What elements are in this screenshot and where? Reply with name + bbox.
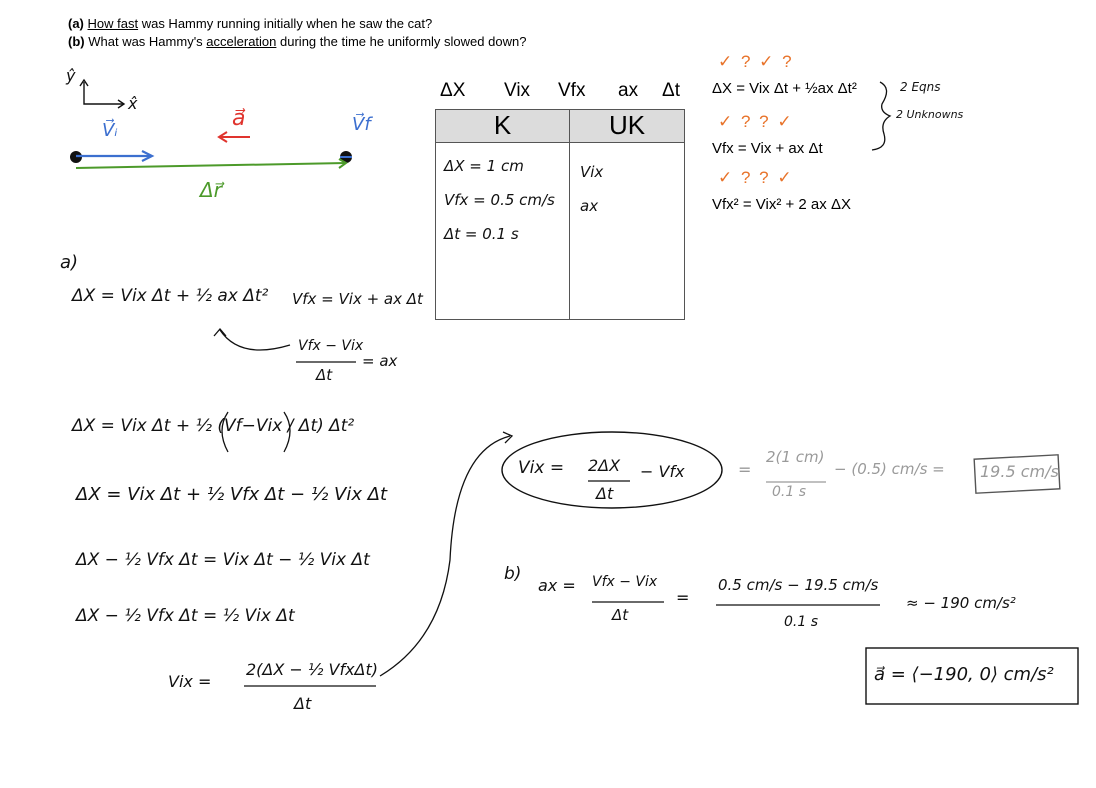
known-column [436, 142, 570, 320]
calc-rest: − (0.5) cm/s = [834, 460, 945, 478]
question-b-text-pre: What was Hammy's [88, 34, 207, 49]
part-a-label: a) [60, 252, 79, 273]
boxed-rhs: − Vfx [640, 462, 685, 481]
a-line5: ΔX − ½ Vfx Δt = ½ Vix Δt [76, 606, 295, 626]
header-vix: Vix [504, 80, 531, 101]
a-line1b: Vfx = Vix + ax Δt [292, 290, 423, 308]
kinematic-eq1: ΔX = Vix Δt + ½ax Δt² [712, 80, 857, 97]
calc-num: 2(1 cm) [766, 448, 825, 466]
a-line2: ΔX = Vix Δt + ½ (Vf−Vix / Δt) Δt² [72, 416, 355, 436]
link-arrow [380, 436, 510, 676]
header-dx: ΔX [440, 80, 466, 101]
question-a-label: (a) [68, 16, 84, 31]
vf-label: V⃗f [352, 114, 371, 135]
unknown-item: ax [580, 196, 599, 215]
header-vfx: Vfx [558, 80, 586, 101]
a-final-lhs: Vix = [168, 672, 212, 691]
b-eq: = [676, 588, 690, 607]
question-a-underlined: How fast [87, 16, 139, 31]
header-dt: Δt [662, 80, 680, 101]
answer-b: a⃗ = ⟨−190, 0⟩ cm/s² [874, 664, 1054, 685]
known-item: Δt = 0.1 s [444, 224, 519, 243]
accel-label: a⃗ [232, 106, 246, 131]
known-unknown-table [435, 78, 685, 320]
part-b-label: b) [504, 564, 522, 584]
checks-eq3: ✓ ? ? ✓ [718, 168, 794, 187]
a-line1: ΔX = Vix Δt + ½ ax Δt² [72, 286, 269, 306]
known-item: ΔX = 1 cm [444, 156, 524, 175]
dr-label: Δr⃗ [200, 178, 222, 202]
vi-label: V⃗ᵢ [102, 120, 118, 141]
checks-eq1: ✓ ? ✓ ? [718, 52, 794, 71]
x-axis-label: x̂ [128, 94, 138, 113]
calc-eq: = [738, 460, 752, 479]
note-eqns: 2 Eqns [900, 80, 941, 94]
a-line3: ΔX = Vix Δt + ½ Vfx Δt − ½ Vix Δt [76, 484, 388, 505]
boxed-num: 2ΔX [588, 456, 621, 475]
checks-eq2: ✓ ? ? ✓ [718, 112, 794, 131]
question-b-text-post: during the time he uniformly slowed down? [276, 34, 527, 49]
sub-arrow [220, 330, 290, 350]
b-lhs: ax = [538, 576, 576, 595]
unknown-column [570, 142, 685, 320]
question-a-text: was Hammy running initially when he saw the cat? [138, 16, 433, 31]
boxed-lhs: Vix = [518, 458, 565, 478]
displacement-line [76, 163, 346, 168]
known-item: Vfx = 0.5 cm/s [444, 190, 555, 209]
b-num2: 0.5 cm/s − 19.5 cm/s [718, 576, 879, 594]
b-num: Vfx − Vix [592, 574, 658, 590]
a-sub-den: Δt [316, 366, 333, 384]
kinematic-eq2: Vfx = Vix + ax Δt [712, 140, 823, 157]
b-result: ≈ − 190 cm/s² [906, 594, 1016, 612]
a-final-den: Δt [294, 694, 312, 713]
a-sub-eq: = ax [362, 352, 398, 370]
note-unknowns: 2 Unknowns [896, 108, 964, 121]
known-header: K [436, 109, 570, 142]
a-sub-num: Vfx − Vix [298, 338, 364, 354]
question-b-label: (b) [68, 34, 85, 49]
y-axis-label: ŷ [66, 66, 76, 85]
calc-den: 0.1 s [772, 484, 807, 500]
header-ax: ax [618, 80, 639, 101]
equations-brace [872, 82, 890, 150]
boxed-den: Δt [596, 484, 614, 503]
b-den: Δt [612, 606, 629, 624]
b-den2: 0.1 s [784, 614, 819, 630]
unknown-header: UK [570, 109, 685, 142]
a-line4: ΔX − ½ Vfx Δt = Vix Δt − ½ Vix Δt [76, 550, 370, 570]
answer-a: 19.5 cm/s [980, 462, 1059, 481]
unknown-item: Vix [580, 162, 604, 181]
kinematic-eq3: Vfx² = Vix² + 2 ax ΔX [712, 196, 851, 213]
question-b-underlined: acceleration [206, 34, 277, 49]
a-final-num: 2(ΔX − ½ VfxΔt) [246, 660, 379, 679]
